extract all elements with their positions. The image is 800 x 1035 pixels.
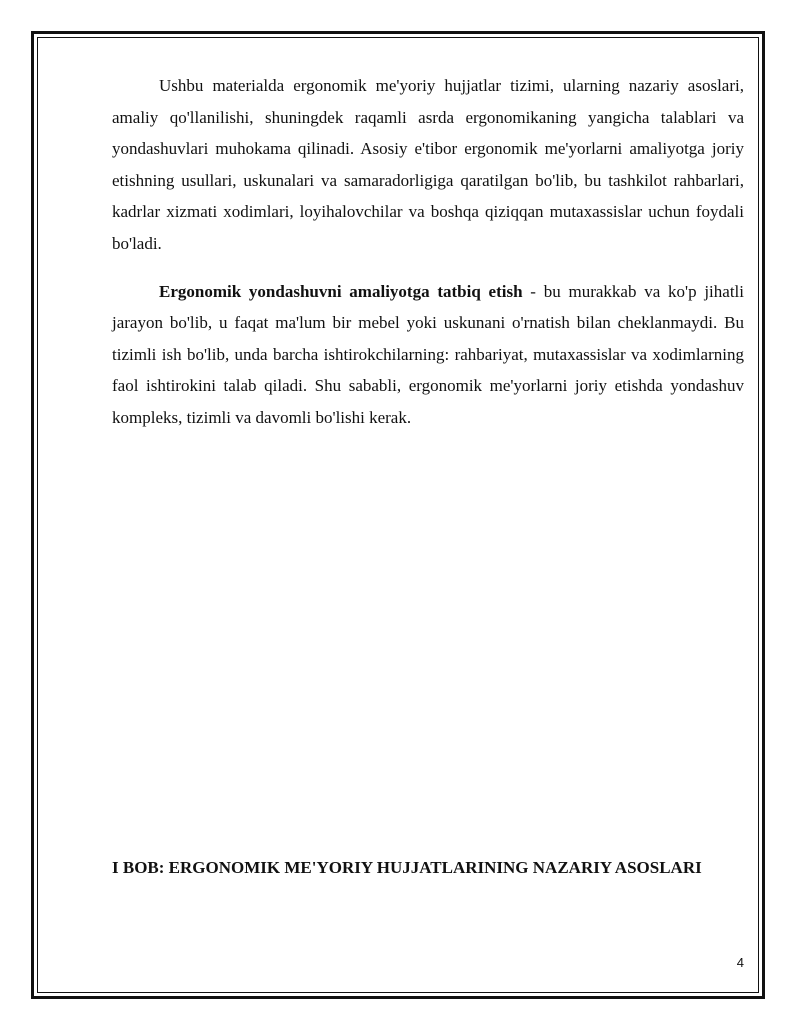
- paragraph-ergonomic-approach: [112, 276, 744, 434]
- paragraph-intro: Ushbu materialda ergonomik me'yoriy hujjatlar tizimi, ularning nazariy asoslari, amaliy qo'llanilishi, shuningdek raqamli asrda ergonomikaning yangicha talablari va yondashuvlari muhokama qilinadi. Asosiy e'tibor ergonomik me'yorlarni amaliyotga joriy etishning usullari, uskunalari va samaradorligiga qaratilgan bo'lib, bu tashkilot rahbarlari, kadrlar xizmati xodimlari, loyihalovchilar va boshqa qiziqqan mutaxassislar uchun foydali bo'ladi.: [112, 76, 744, 253]
- paragraph-body-text: - bu murakkab va ko'p jihatli jarayon bo'lib, u faqat ma'lum bir mebel yoki uskunani o'rnatish bilan cheklanmaydi. Bu tizimli ish bo'lib, unda barcha ishtirokchilarning: rahbariyat, mutaxassislar va xodimlarning faol ishtirokini talab qiladi. Shu sababli, ergonomik me'yorlarni joriy etishda yondashuv kompleks, tizimli va davomli bo'lishi kerak.: [112, 281, 744, 427]
- document-body: [112, 70, 744, 434]
- page-number: 4: [736, 955, 744, 970]
- chapter-title: I BOB: ERGONOMIK ME'YORIY HUJJATLARINING NAZARIY ASOSLARI: [112, 858, 702, 877]
- paragraph-lead-bold: Ergonomik yondashuvni amaliyotga tatbiq etish: [159, 281, 523, 301]
